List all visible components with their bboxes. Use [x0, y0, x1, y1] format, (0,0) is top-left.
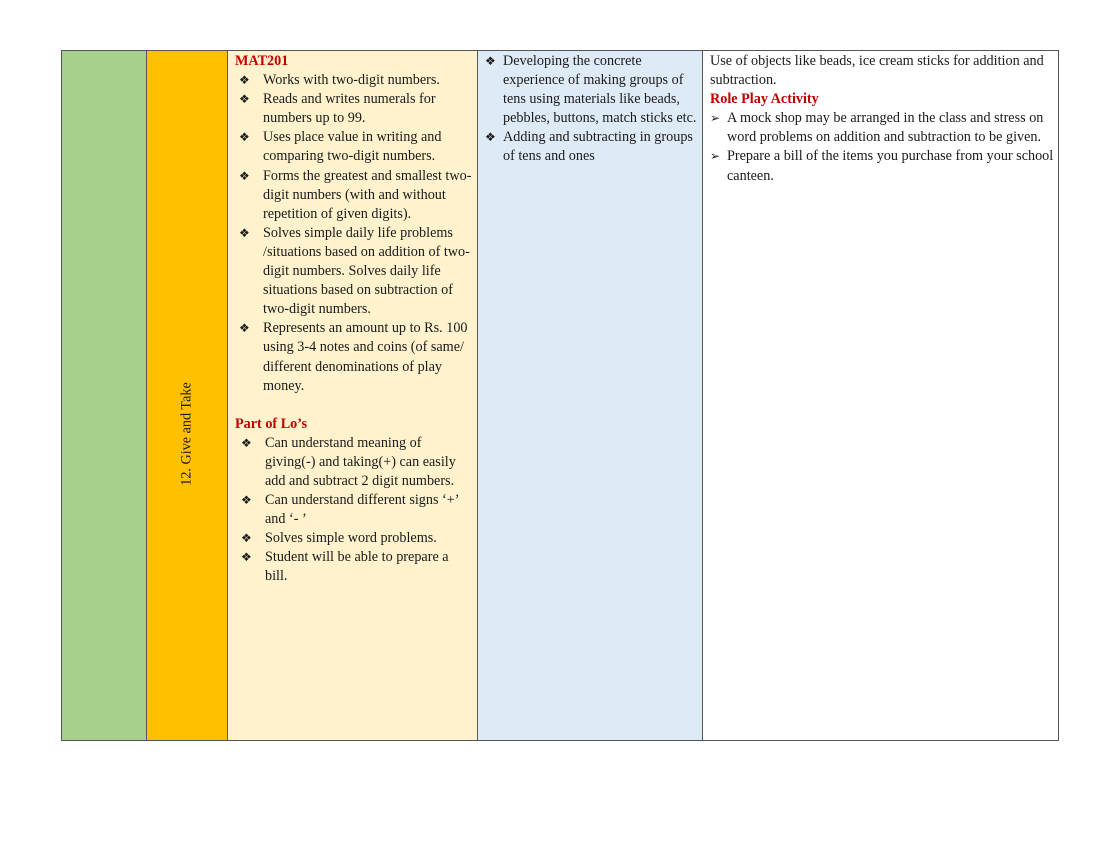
learning-outcomes-cell [228, 51, 478, 741]
curriculum-table [61, 50, 1059, 741]
list-item: ❖ Student will be able to prepare a bill. [241, 549, 449, 585]
lo-list [235, 434, 473, 587]
list-item: ❖ Works with two-digit numbers. [235, 71, 473, 90]
lo-heading: Part of Lo’s [235, 415, 307, 432]
list-item: ❖ Represents an amount up to Rs. 100 using 3-4 notes and coins (of same/ different denominations of play money. [239, 320, 468, 394]
list-item: ➢ Prepare a bill of the items you purchase from your school canteen. [710, 148, 1054, 184]
list-item: ❖ Developing the concrete experience of making groups of tens using materials like beads, pebbles, buttons, match sticks etc. [485, 53, 697, 127]
pedagogy-list [485, 52, 698, 167]
diamond-bullet-icon: ❖ [241, 531, 252, 546]
arrow-bullet-icon: ➢ [710, 149, 721, 164]
diamond-bullet-icon: ❖ [239, 92, 250, 107]
activities-cell [703, 51, 1059, 741]
diamond-bullet-icon: ❖ [241, 493, 252, 508]
list-item: ➢ A mock shop may be arranged in the class and stress on word problems on addition and subtraction to be given. [710, 110, 1044, 146]
list-item: ❖ Can understand meaning of giving(-) and taking(+) can easily add and subtract 2 digit numbers. [241, 434, 456, 489]
list-item: ❖ Solves simple word problems. [235, 529, 473, 548]
list-item: ❖ Reads and writes numerals for numbers up to 99. [239, 91, 436, 127]
diamond-bullet-icon: ❖ [485, 54, 496, 68]
role-play-heading: Role Play Activity [710, 91, 819, 108]
list-item: ❖ Adding and subtracting in groups of tens and ones [485, 129, 693, 165]
pedagogy-cell [478, 51, 703, 741]
diamond-bullet-icon: ❖ [239, 168, 250, 183]
lesson-title: 12. Give and Take [178, 382, 195, 486]
diamond-bullet-icon: ❖ [241, 550, 252, 565]
outcome-list [235, 71, 473, 396]
table-row [62, 51, 1059, 741]
lesson-title-cell [147, 51, 228, 741]
diamond-bullet-icon: ❖ [239, 225, 250, 240]
diamond-bullet-icon: ❖ [239, 130, 250, 145]
outcome-code-heading: MAT201 [235, 53, 289, 69]
diamond-bullet-icon: ❖ [485, 130, 496, 145]
activities-list [710, 109, 1054, 185]
activities-intro: Use of objects like beads, ice cream sticks for addition and subtraction. [710, 53, 1044, 89]
arrow-bullet-icon: ➢ [710, 111, 721, 126]
list-item: ❖ Uses place value in writing and comparing two-digit numbers. [239, 129, 442, 165]
diamond-bullet-icon: ❖ [239, 73, 250, 88]
diamond-bullet-icon: ❖ [241, 435, 252, 450]
theme-column-cell [62, 51, 147, 741]
list-item: ❖ Can understand different signs ‘+’ and ‘- ’ [241, 492, 459, 528]
list-item: ❖ Solves simple daily life problems /situations based on addition of two-digit numbers. Solves daily life situations based on subtraction of two-digit numbers. [239, 224, 470, 318]
diamond-bullet-icon: ❖ [239, 321, 250, 336]
list-item: ❖ Forms the greatest and smallest two-digit numbers (with and without repetition of given digits). [239, 167, 472, 222]
